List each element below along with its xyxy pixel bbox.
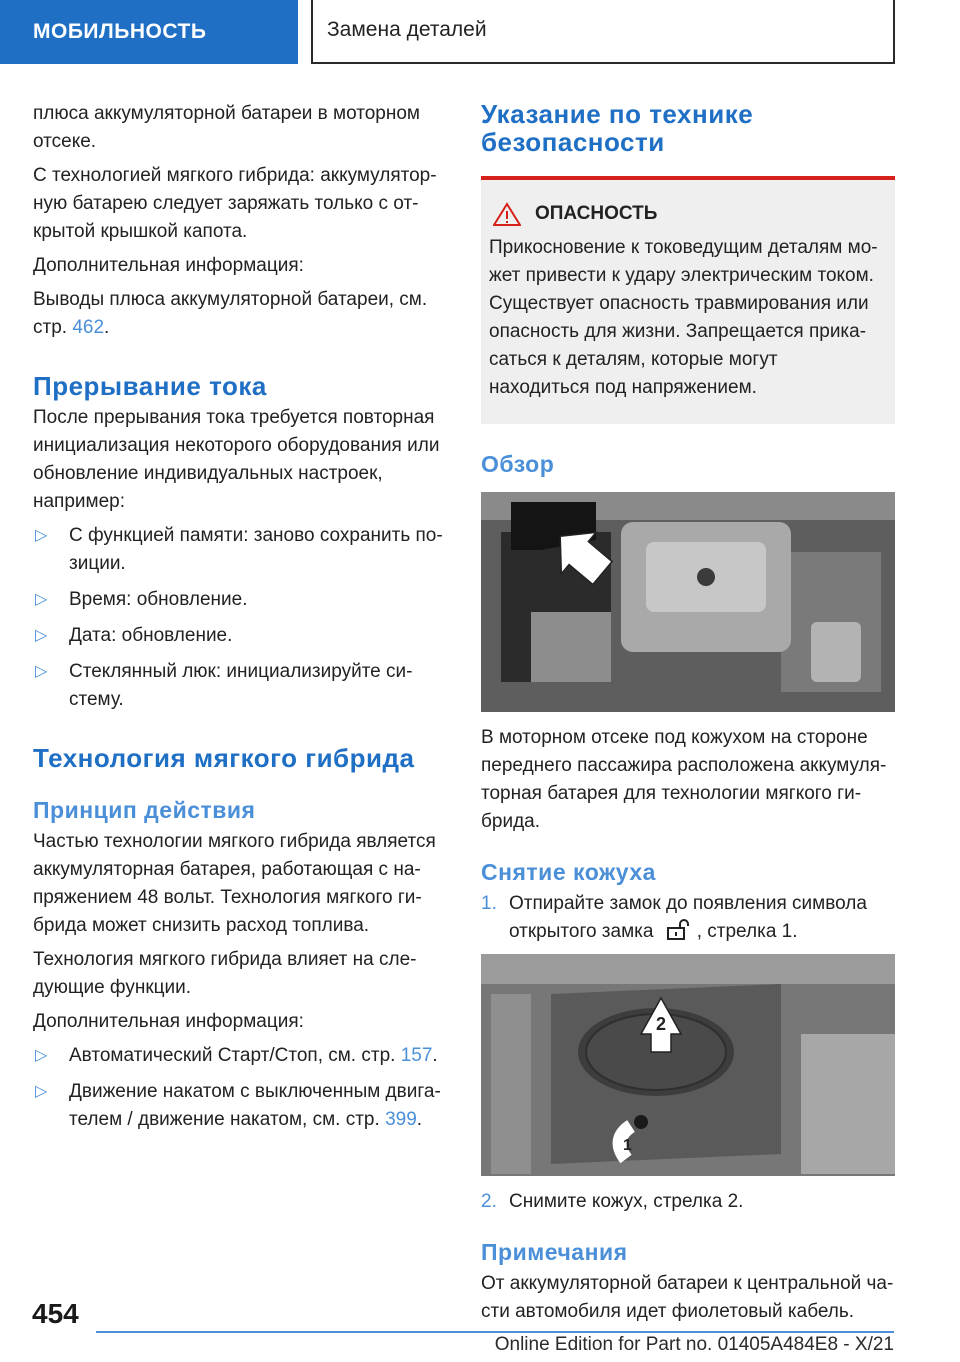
paragraph: После прерывания тока требуется повторная инициализация некоторого оборудования или обновление индивидуальных настроек, например: <box>33 407 440 512</box>
danger-box <box>481 176 895 424</box>
step-item: 1. Отпирайте замок до появления символа открытого замка , стрелка 1. <box>481 890 895 946</box>
heading-overview: Обзор <box>481 451 555 477</box>
heading-mild-hybrid: Технология мягкого гибрида <box>33 743 415 773</box>
paragraph: От аккумуляторной батареи к центральной части автомобиля идет фиолетовый кабель. <box>481 1273 894 1322</box>
list-item: ▷ Автоматический Старт/Стоп, см. стр. 157. <box>33 1042 445 1070</box>
paragraph: плюса аккумуляторной батареи в моторном отсеке. <box>33 103 420 152</box>
page-link-462[interactable]: 462 <box>72 317 105 338</box>
heading-safety: Указание по технике безопасности <box>481 99 754 157</box>
list-item: ▷ Время: обновление. <box>33 586 445 614</box>
paragraph: Дополнительная информация: <box>33 1011 304 1032</box>
danger-title: ОПАСНОСТЬ <box>493 200 879 228</box>
list-item: ▷ Стеклянный люк: инициализируйте систему. <box>33 658 445 714</box>
engine-bay-illustration <box>481 492 895 712</box>
engine-bay-photo <box>481 492 895 712</box>
cover-photo <box>481 954 895 1176</box>
list-item: ▷ Движение накатом с выключенным двигателем / движение накатом, см. стр. 399. <box>33 1078 445 1134</box>
step-item: 2. Снимите кожух, стрелка 2. <box>481 1188 895 1216</box>
triangle-bullet-icon: ▷ <box>35 627 48 644</box>
right-column <box>481 100 895 1332</box>
danger-text: Прикосновение к токоведущим деталям может привести к удару электрическим током. Существует опасность травмирования или опасность для жизни. Запрещается прикасаться к деталям, которые могут находиться под напряжением. <box>489 237 878 398</box>
paragraph: Частью технологии мягкого гибрида является аккумуляторная батарея, работающая с напряжением 48 вольт. Технология мягкого гибрида может снизить расход топлива. <box>33 831 436 936</box>
edition-footer: Online Edition for Part no. 01405A484E8 - X/21 <box>494 1334 894 1355</box>
heading-notes: Примечания <box>481 1239 628 1265</box>
paragraph: С технологией мягкого гибрида: аккумуляторную батарею следует заряжать только с открытой крышкой капота. <box>33 165 437 242</box>
triangle-bullet-icon: ▷ <box>35 663 48 680</box>
triangle-bullet-icon: ▷ <box>35 1047 48 1064</box>
cover-removal-illustration <box>481 954 895 1176</box>
triangle-bullet-icon: ▷ <box>35 591 48 608</box>
arrow-label-2: 2 <box>655 1014 667 1034</box>
paragraph: В моторном отсеке под кожухом на стороне переднего пассажира расположена аккумуляторная батарея для технологии мягкого гибрида. <box>481 727 887 832</box>
heading-remove-cover: Снятие кожуха <box>481 859 656 885</box>
list-item: ▷ С функцией памяти: заново сохранить позиции. <box>33 522 445 578</box>
left-column <box>33 100 445 1142</box>
page-link-157[interactable]: 157 <box>400 1045 433 1066</box>
warning-triangle-icon <box>493 202 521 226</box>
triangle-bullet-icon: ▷ <box>35 1083 48 1100</box>
paragraph: Выводы плюса аккумуляторной батареи, см. стр. 462. <box>33 289 428 338</box>
list-item: ▷ Дата: обновление. <box>33 622 445 650</box>
paragraph: Технология мягкого гибрида влияет на следующие функции. <box>33 949 417 998</box>
page-number: 454 <box>32 1298 79 1329</box>
paragraph: Дополнительная информация: <box>33 255 304 276</box>
open-lock-icon <box>663 918 693 940</box>
heading-principle: Принцип действия <box>33 797 256 823</box>
step-number: 1. <box>481 893 497 914</box>
heading-interrupt: Прерывание тока <box>33 371 267 401</box>
arrow-label-1: 1 <box>623 1137 632 1154</box>
page-link-399[interactable]: 399 <box>385 1109 417 1130</box>
footer-divider <box>96 1331 894 1333</box>
triangle-bullet-icon: ▷ <box>35 527 48 544</box>
step-number: 2. <box>481 1191 497 1212</box>
section-tab: МОБИЛЬНОСТЬ <box>0 0 298 64</box>
chapter-title: Замена деталей <box>311 0 895 64</box>
